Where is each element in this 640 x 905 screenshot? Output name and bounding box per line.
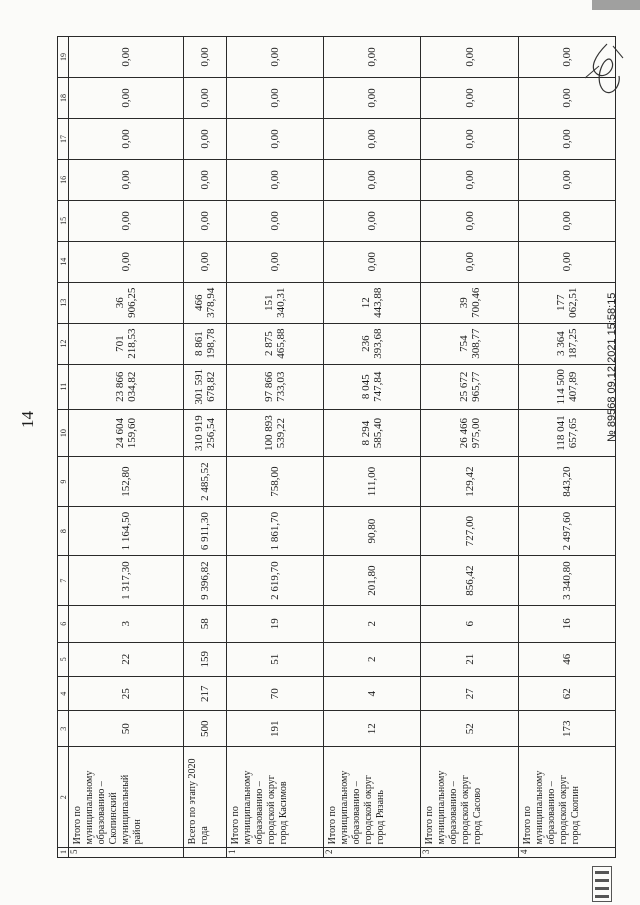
table-cell: 12 443,88	[324, 282, 421, 323]
table-cell: 2	[324, 642, 421, 676]
table-cell: 36 906,25	[69, 282, 184, 323]
table-cell: 0,00	[69, 159, 184, 200]
table-cell: 0,00	[69, 200, 184, 241]
table-cell: 0,00	[324, 200, 421, 241]
table-cell: 3 364 187,25	[518, 323, 615, 364]
table-cell: 1 861,70	[227, 506, 324, 556]
table-cell: 0,00	[421, 37, 518, 78]
table-cell: 0,00	[69, 37, 184, 78]
document-logo	[592, 866, 612, 902]
table-cell: 0,00	[227, 37, 324, 78]
table-cell: 500	[184, 711, 227, 747]
table-cell: 22	[69, 642, 184, 676]
table-cell: 129,42	[421, 457, 518, 507]
table-cell: 0,00	[518, 37, 615, 78]
table-row	[184, 37, 227, 858]
table-row	[421, 37, 518, 858]
table-cell: 151 340,31	[227, 282, 324, 323]
table-row	[69, 37, 184, 858]
table-cell: 4	[324, 677, 421, 711]
column-header: 4	[58, 677, 69, 711]
table-row	[324, 37, 421, 858]
data-table	[57, 36, 616, 858]
row-number: 5	[69, 848, 184, 858]
table-cell: 23 866 034,82	[69, 364, 184, 409]
row-label: Итого по муниципальному образованию – городской округ город Касимов	[227, 747, 324, 848]
page-number: 14	[18, 411, 37, 428]
table-cell: 0,00	[184, 78, 227, 119]
column-header: 2	[58, 747, 69, 848]
table-cell: 50	[69, 711, 184, 747]
table-cell: 0,00	[421, 78, 518, 119]
table-cell: 0,00	[518, 200, 615, 241]
table-cell: 201,80	[324, 556, 421, 606]
table-cell: 0,00	[227, 241, 324, 282]
table-cell: 0,00	[69, 78, 184, 119]
table-cell: 0,00	[518, 78, 615, 119]
table-header-row	[58, 37, 69, 858]
table-cell: 236 393,68	[324, 323, 421, 364]
table-cell: 173	[518, 711, 615, 747]
table-cell: 0,00	[324, 159, 421, 200]
table-cell: 0,00	[421, 200, 518, 241]
column-header: 6	[58, 605, 69, 642]
table-cell: 0,00	[69, 119, 184, 160]
column-header: 5	[58, 642, 69, 676]
column-header: 16	[58, 159, 69, 200]
table-cell: 0,00	[184, 119, 227, 160]
row-label: Итого по муниципальному образованию – городской округ город Рязань	[324, 747, 421, 848]
table-cell: 97 866 733,03	[227, 364, 324, 409]
table-cell: 310 919 256,54	[184, 409, 227, 456]
row-number: 4	[518, 848, 615, 858]
table-cell: 27	[421, 677, 518, 711]
table-cell: 114 500 407,89	[518, 364, 615, 409]
table-cell: 1 164,50	[69, 506, 184, 556]
table-cell: 26 466 975,00	[421, 409, 518, 456]
table-cell: 0,00	[324, 78, 421, 119]
table-cell: 0,00	[518, 119, 615, 160]
table-cell: 39 700,46	[421, 282, 518, 323]
table-cell: 0,00	[324, 119, 421, 160]
table-cell: 9 396,82	[184, 556, 227, 606]
table-cell: 2 619,70	[227, 556, 324, 606]
table-cell: 52	[421, 711, 518, 747]
table-cell: 0,00	[227, 78, 324, 119]
table-cell: 754 308,77	[421, 323, 518, 364]
column-header: 7	[58, 556, 69, 606]
column-header: 9	[58, 457, 69, 507]
table-cell: 0,00	[184, 241, 227, 282]
column-header: 10	[58, 409, 69, 456]
column-header: 12	[58, 323, 69, 364]
signature	[577, 38, 629, 108]
table-cell: 6	[421, 605, 518, 642]
table-cell: 2 485,52	[184, 457, 227, 507]
table-cell: 25 672 965,77	[421, 364, 518, 409]
table-cell: 0,00	[421, 241, 518, 282]
table-cell: 159	[184, 642, 227, 676]
table-cell: 12	[324, 711, 421, 747]
table-cell: 2 497,60	[518, 506, 615, 556]
column-header: 18	[58, 78, 69, 119]
registration-stamp: № 89568 09.12.2021 15:58:15	[606, 292, 618, 442]
row-label: Итого по муниципальному образованию – городской округ город Сасово	[421, 747, 518, 848]
table-cell: 58	[184, 605, 227, 642]
table-cell: 8 294 585,40	[324, 409, 421, 456]
table-cell: 191	[227, 711, 324, 747]
table-cell: 0,00	[421, 119, 518, 160]
column-header: 11	[58, 364, 69, 409]
row-label: Итого по муниципальному образованию – Скопинский муниципальный район	[69, 747, 184, 848]
table-cell: 466 378,94	[184, 282, 227, 323]
table-cell: 51	[227, 642, 324, 676]
row-label: Итого по муниципальному образованию – городской округ город Скопин	[518, 747, 615, 848]
table-cell: 19	[227, 605, 324, 642]
table-cell: 70	[227, 677, 324, 711]
table-cell: 0,00	[184, 200, 227, 241]
table-cell: 0,00	[227, 159, 324, 200]
row-number: 2	[324, 848, 421, 858]
table-cell: 2	[324, 605, 421, 642]
table-body	[69, 37, 616, 858]
table-cell: 217	[184, 677, 227, 711]
column-header: 19	[58, 37, 69, 78]
table-cell: 8 045 747,84	[324, 364, 421, 409]
table-cell: 0,00	[69, 241, 184, 282]
column-header: 1	[58, 848, 69, 858]
column-header: 8	[58, 506, 69, 556]
table-cell: 1 317,30	[69, 556, 184, 606]
table-cell: 727,00	[421, 506, 518, 556]
column-header: 14	[58, 241, 69, 282]
table-cell: 0,00	[184, 159, 227, 200]
table-cell: 62	[518, 677, 615, 711]
row-number	[184, 848, 227, 858]
table-cell: 46	[518, 642, 615, 676]
corner-scan-mark	[592, 0, 640, 10]
column-header: 3	[58, 711, 69, 747]
table-cell: 2 875 465,88	[227, 323, 324, 364]
table-cell: 8 861 198,78	[184, 323, 227, 364]
rotated-table-container	[57, 36, 616, 858]
column-header: 15	[58, 200, 69, 241]
table-row	[227, 37, 324, 858]
table-cell: 3 340,80	[518, 556, 615, 606]
table-row	[518, 37, 615, 858]
row-number: 3	[421, 848, 518, 858]
table-cell: 6 911,30	[184, 506, 227, 556]
row-label: Всего по этапу 2020 года	[184, 747, 227, 848]
table-cell: 16	[518, 605, 615, 642]
table-cell: 21	[421, 642, 518, 676]
table-cell: 0,00	[324, 37, 421, 78]
table-cell: 90,80	[324, 506, 421, 556]
table-cell: 24 604 159,60	[69, 409, 184, 456]
table-cell: 111,00	[324, 457, 421, 507]
table-cell: 3	[69, 605, 184, 642]
table-cell: 701 218,53	[69, 323, 184, 364]
table-cell: 177 062,51	[518, 282, 615, 323]
table-cell: 0,00	[324, 241, 421, 282]
table-cell: 25	[69, 677, 184, 711]
table-cell: 856,42	[421, 556, 518, 606]
table-cell: 301 591 678,82	[184, 364, 227, 409]
table-cell: 118 041 657,65	[518, 409, 615, 456]
table-cell: 152,80	[69, 457, 184, 507]
table-cell: 843,20	[518, 457, 615, 507]
table-cell: 100 893 539,22	[227, 409, 324, 456]
table-cell: 0,00	[518, 159, 615, 200]
table-cell: 0,00	[227, 119, 324, 160]
row-number: 1	[227, 848, 324, 858]
column-header: 13	[58, 282, 69, 323]
table-cell: 0,00	[227, 200, 324, 241]
table-cell: 0,00	[184, 37, 227, 78]
column-header: 17	[58, 119, 69, 160]
table-cell: 758,00	[227, 457, 324, 507]
table-cell: 0,00	[518, 241, 615, 282]
table-cell: 0,00	[421, 159, 518, 200]
